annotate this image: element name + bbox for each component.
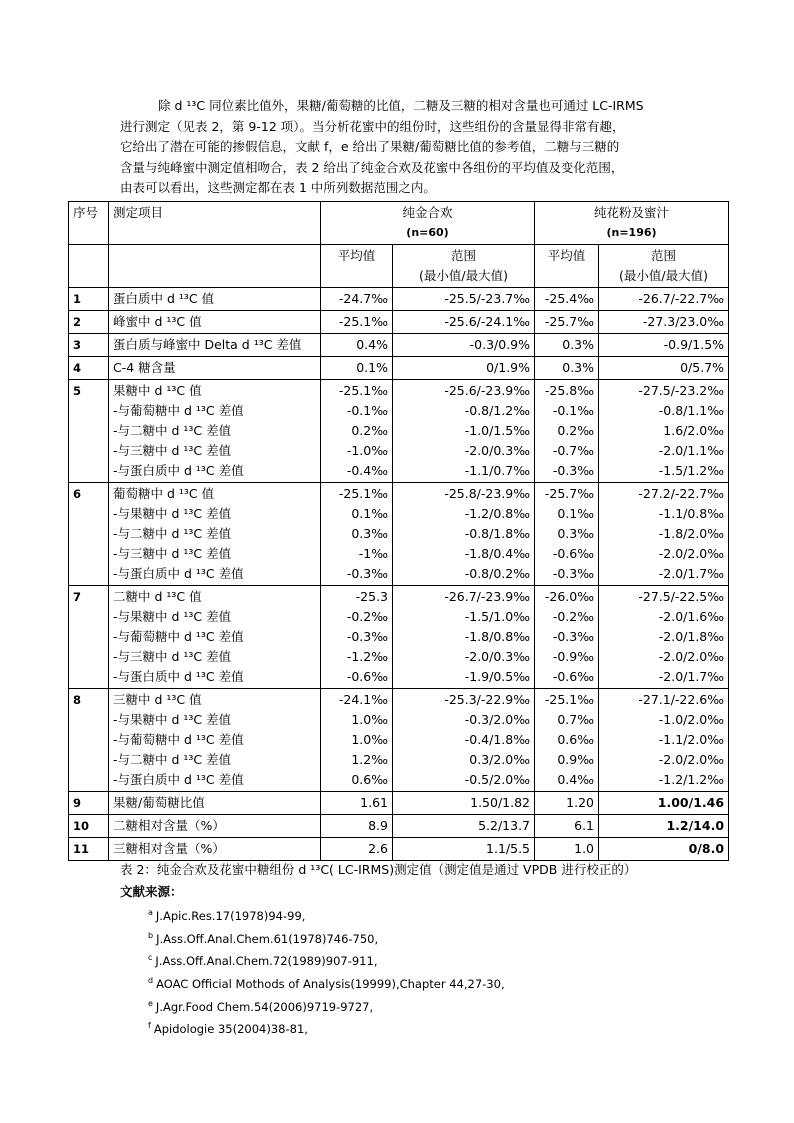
range1-cell-value: -0.8/1.2‰ — [464, 403, 531, 418]
range2-cell — [599, 483, 729, 586]
range2-cell-value: -1.0/2.0‰ — [658, 712, 725, 727]
item-cell-value: -与三糖中 d ¹³C 差值 — [113, 546, 232, 561]
item-cell-value: -与果糖中 d ¹³C 差值 — [113, 712, 232, 727]
mean1-cell-value: -25.1‰ — [338, 383, 388, 398]
range2-cell-value: -2.0/1.7‰ — [658, 669, 725, 684]
mean1-cell — [321, 838, 393, 861]
range2-cell — [599, 792, 729, 815]
range2-cell — [599, 838, 729, 861]
range2-cell-value: 0/8.0 — [688, 841, 725, 856]
table-row — [69, 689, 729, 792]
mean1-cell-value: -0.1‰ — [346, 403, 388, 418]
mean1-cell-value: 0.1% — [356, 360, 388, 375]
header-mean-1: 平均值 — [321, 245, 393, 288]
mean2-cell-value: -0.6‰ — [552, 546, 595, 561]
row-number: 6 — [69, 483, 109, 586]
mean1-cell-value: 0.6‰ — [351, 772, 388, 787]
range1-cell-value: -1.2/0.8‰ — [464, 506, 531, 521]
reference-text: J.Apic.Res.17(1978)94-99, — [155, 908, 306, 923]
mean1-cell-value: -25.1‰ — [338, 486, 388, 501]
mean1-cell-value: 0.4% — [356, 337, 388, 352]
range1-cell — [393, 483, 535, 586]
range2-cell-value: -2.0/1.7‰ — [658, 566, 725, 581]
header-group1 — [321, 202, 535, 245]
item-cell-value: -与三糖中 d ¹³C 差值 — [113, 649, 232, 664]
intro-line: 由表可以看出，这些测定都在表 1 中所列数据范围之内。 — [120, 180, 436, 195]
mean2-cell-value: -25.4‰ — [544, 291, 595, 306]
range1-cell-value: -0.4/1.8‰ — [464, 732, 531, 747]
range1-cell-value: -1.8/0.8‰ — [464, 629, 531, 644]
mean1-cell — [321, 792, 393, 815]
range1-cell — [393, 815, 535, 838]
range1-cell — [393, 838, 535, 861]
mean1-cell-value: -1.2‰ — [346, 649, 388, 664]
item-cell-value: -与葡萄糖中 d ¹³C 差值 — [113, 629, 244, 644]
item-cell-value: -与葡萄糖中 d ¹³C 差值 — [113, 732, 244, 747]
item-cell-value: -与果糖中 d ¹³C 差值 — [113, 506, 232, 521]
item-cell-value: 三糖中 d ¹³C 值 — [113, 692, 202, 707]
range2-cell-value: -27.1/-22.6‰ — [638, 692, 725, 707]
mean1-cell-value: 1.0‰ — [351, 712, 388, 727]
mean2-cell-value: -25.1‰ — [544, 692, 595, 707]
range2-cell — [599, 689, 729, 792]
table-row — [69, 380, 729, 483]
mean2-cell-value: 1.0 — [574, 841, 595, 856]
range1-cell-value: -25.5/-23.7‰ — [444, 291, 531, 306]
range-sublabel: (最小值/最大值) — [619, 268, 708, 283]
range1-cell-value: -25.6/-23.9‰ — [444, 383, 531, 398]
range2-cell — [599, 311, 729, 334]
mean2-cell-value: 0.3% — [562, 360, 595, 375]
range1-cell-value: -25.8/-23.9‰ — [444, 486, 531, 501]
range2-cell-value: -0.8/1.1‰ — [658, 403, 725, 418]
row-number: 9 — [69, 792, 109, 815]
item-cell-value: 蛋白质中 d ¹³C 值 — [113, 291, 215, 306]
mean2-cell-value: 0.9‰ — [557, 752, 595, 767]
header-group2 — [535, 202, 729, 245]
intro-paragraph — [120, 96, 676, 199]
reference-text: Apidologie 35(2004)38-81, — [153, 1022, 308, 1037]
mean1-cell-value: -25.3 — [355, 589, 388, 604]
range2-cell-value: -1.1/2.0‰ — [658, 732, 725, 747]
item-cell — [109, 288, 321, 311]
mean2-cell-value: -25.8‰ — [544, 383, 595, 398]
range1-cell-value: 0/1.9% — [486, 360, 531, 375]
range-sublabel: (最小值/最大值) — [419, 268, 508, 283]
item-cell-value: -与二糖中 d ¹³C 差值 — [113, 423, 232, 438]
mean2-cell-value: -0.2‰ — [552, 609, 595, 624]
table-row — [69, 792, 729, 815]
range1-cell-value: -0.5/2.0‰ — [464, 772, 531, 787]
mean1-cell-value: -0.3‰ — [346, 566, 388, 581]
item-cell-value: -与葡萄糖中 d ¹³C 差值 — [113, 403, 244, 418]
row-number: 5 — [69, 380, 109, 483]
mean2-cell — [535, 792, 599, 815]
item-cell-value: 峰蜜中 d ¹³C 值 — [113, 314, 202, 329]
range1-cell-value: -2.0/0.3‰ — [464, 443, 531, 458]
mean2-cell-value: -0.6‰ — [552, 669, 595, 684]
table-row — [69, 838, 729, 861]
group1-name: 纯金合欢 — [402, 205, 453, 220]
intro-line: 除 d ¹³C 同位素比值外，果糖/葡萄糖的比值，二糖及三糖的相对含量也可通过 LC-IRMS — [158, 98, 644, 113]
reference-mark: a — [148, 908, 153, 917]
mean1-cell-value: 0.3‰ — [351, 526, 388, 541]
row-number: 4 — [69, 357, 109, 380]
item-cell — [109, 483, 321, 586]
mean2-cell-value: 6.1 — [574, 818, 595, 833]
range2-cell — [599, 380, 729, 483]
mean1-cell — [321, 380, 393, 483]
mean1-cell-value: 2.6 — [368, 841, 388, 856]
reference-text: AOAC Official Mothods of Analysis(19999),Chapter 44,27-30, — [156, 976, 505, 991]
item-cell — [109, 792, 321, 815]
item-cell-value: 蛋白质与峰蜜中 Delta d ¹³C 差值 — [113, 337, 302, 352]
mean1-cell — [321, 815, 393, 838]
range1-cell-value: -1.1/0.7‰ — [464, 463, 531, 478]
reference-mark: f — [148, 1021, 151, 1031]
mean1-cell-value: -24.1‰ — [338, 692, 388, 707]
range1-cell — [393, 311, 535, 334]
range2-cell — [599, 288, 729, 311]
group1-n: (n=60) — [406, 226, 449, 239]
item-cell-value: -与果糖中 d ¹³C 差值 — [113, 609, 232, 624]
mean2-cell — [535, 380, 599, 483]
item-cell-value: 二糖中 d ¹³C 值 — [113, 589, 202, 604]
mean2-cell-value: 0.6‰ — [557, 732, 595, 747]
row-number: 2 — [69, 311, 109, 334]
item-cell — [109, 838, 321, 861]
item-cell — [109, 380, 321, 483]
row-number: 1 — [69, 288, 109, 311]
item-cell-value: -与三糖中 d ¹³C 差值 — [113, 443, 232, 458]
header-range-1 — [393, 245, 535, 288]
item-cell-value: -与二糖中 d ¹³C 差值 — [113, 752, 232, 767]
mean1-cell-value: -1‰ — [358, 546, 388, 561]
mean2-cell — [535, 334, 599, 357]
mean2-cell-value: -0.3‰ — [552, 463, 595, 478]
mean1-cell-value: -0.6‰ — [346, 669, 388, 684]
item-cell — [109, 357, 321, 380]
range2-cell-value: -1.5/1.2‰ — [658, 463, 725, 478]
item-cell — [109, 586, 321, 689]
range1-cell-value: -1.0/1.5‰ — [464, 423, 531, 438]
range2-cell-value: 1.00/1.46 — [657, 795, 725, 810]
mean1-cell-value: 1.61 — [360, 795, 388, 810]
mean1-cell-value: -1.0‰ — [346, 443, 388, 458]
mean2-cell — [535, 689, 599, 792]
item-cell — [109, 334, 321, 357]
range2-cell — [599, 357, 729, 380]
mean1-cell — [321, 586, 393, 689]
header-mean-2: 平均值 — [535, 245, 599, 288]
range1-cell — [393, 586, 535, 689]
reference-mark: d — [148, 976, 154, 986]
header-range-2 — [599, 245, 729, 288]
mean1-cell — [321, 689, 393, 792]
range1-cell — [393, 380, 535, 483]
header-seq: 序号 — [69, 202, 109, 245]
intro-line: 进行测定（见表 2，第 9-12 项）。当分析花蜜中的组份时，这些组份的含量显得非常有趣， — [120, 118, 625, 134]
reference-mark: e — [148, 998, 153, 1008]
table-caption: 表 2：纯金合欢及花蜜中糖组份 d ¹³C( LC-IRMS)测定值（测定值是通过 VPDB 进行校正的） — [120, 862, 637, 877]
reference-item — [148, 904, 505, 927]
range2-cell-value: -27.5/-23.2‰ — [638, 383, 725, 398]
range1-cell — [393, 357, 535, 380]
mean1-cell — [321, 288, 393, 311]
item-cell-value: -与蛋白质中 d ¹³C 差值 — [113, 772, 244, 787]
mean1-cell-value: -0.2‰ — [346, 609, 388, 624]
item-cell-value: 果糖/葡萄糖比值 — [113, 795, 205, 810]
intro-line: 含量与纯峰蜜中测定值相吻合，表 2 给出了纯金合欢及花蜜中各组份的平均值及变化范围， — [120, 159, 624, 175]
reference-item — [148, 995, 505, 1018]
row-number: 8 — [69, 689, 109, 792]
range2-cell-value: 1.6/2.0‰ — [663, 423, 725, 438]
range2-cell — [599, 586, 729, 689]
range2-cell-value: 0/5.7% — [680, 360, 725, 375]
range-label: 范围 — [651, 248, 677, 263]
range2-cell-value: -27.3/23.0‰ — [642, 314, 725, 329]
group2-n: (n=196) — [606, 226, 657, 239]
header-empty — [109, 245, 321, 288]
row-number: 11 — [69, 838, 109, 861]
item-cell-value: -与二糖中 d ¹³C 差值 — [113, 526, 232, 541]
mean2-cell — [535, 483, 599, 586]
range2-cell-value: 1.2/14.0 — [666, 818, 725, 833]
mean1-cell — [321, 311, 393, 334]
mean2-cell-value: 0.3% — [562, 337, 595, 352]
range1-cell-value: 0.3/2.0‰ — [469, 752, 531, 767]
mean2-cell — [535, 357, 599, 380]
range2-cell-value: -1.8/2.0‰ — [658, 526, 725, 541]
range2-cell-value: -1.2/1.2‰ — [658, 772, 725, 787]
range1-cell-value: -25.3/-22.9‰ — [444, 692, 531, 707]
mean1-cell-value: 0.2‰ — [351, 423, 388, 438]
item-cell-value: -与蛋白质中 d ¹³C 差值 — [113, 669, 244, 684]
range2-cell-value: -0.9/1.5% — [663, 337, 725, 352]
references-title: 文献来源： — [120, 884, 183, 899]
range2-cell-value: -2.0/1.8‰ — [658, 629, 725, 644]
item-cell — [109, 311, 321, 334]
range2-cell-value: -2.0/1.1‰ — [658, 443, 725, 458]
range2-cell-value: -2.0/2.0‰ — [658, 752, 725, 767]
mean2-cell — [535, 838, 599, 861]
range1-cell-value: -26.7/-23.9‰ — [444, 589, 531, 604]
mean1-cell-value: -0.3‰ — [346, 629, 388, 644]
table-row — [69, 586, 729, 689]
reference-text: J.Ass.Off.Anal.Chem.61(1978)746-750, — [156, 931, 379, 946]
reference-item — [148, 927, 505, 950]
reference-mark: b — [148, 930, 154, 940]
mean2-cell-value: -0.9‰ — [552, 649, 595, 664]
row-number: 10 — [69, 815, 109, 838]
item-cell-value: -与蛋白质中 d ¹³C 差值 — [113, 463, 244, 478]
table-row — [69, 311, 729, 334]
range1-cell-value: -2.0/0.3‰ — [464, 649, 531, 664]
mean2-cell-value: -26.0‰ — [544, 589, 595, 604]
mean2-cell — [535, 815, 599, 838]
row-number: 7 — [69, 586, 109, 689]
range1-cell — [393, 689, 535, 792]
range1-cell-value: -25.6/-24.1‰ — [444, 314, 531, 329]
range1-cell-value: 1.50/1.82 — [470, 795, 531, 810]
range1-cell-value: 1.1/5.5 — [486, 841, 531, 856]
reference-item — [148, 949, 505, 972]
mean2-cell-value: 0.1‰ — [557, 506, 595, 521]
reference-item — [148, 1017, 505, 1040]
item-cell-value: -与蛋白质中 d ¹³C 差值 — [113, 566, 244, 581]
references-list — [148, 904, 505, 1040]
reference-item — [148, 972, 505, 995]
mean2-cell — [535, 311, 599, 334]
mean1-cell-value: 1.2‰ — [351, 752, 388, 767]
group2-name: 纯花粉及蜜汁 — [594, 205, 670, 220]
mean2-cell-value: -0.3‰ — [552, 629, 595, 644]
mean1-cell — [321, 357, 393, 380]
mean2-cell-value: -0.7‰ — [552, 443, 595, 458]
table-row — [69, 815, 729, 838]
range2-cell-value: -27.2/-22.7‰ — [638, 486, 725, 501]
range1-cell-value: -0.3/2.0‰ — [464, 712, 531, 727]
table-row — [69, 357, 729, 380]
row-number: 3 — [69, 334, 109, 357]
mean2-cell-value: -0.1‰ — [552, 403, 595, 418]
range2-cell — [599, 815, 729, 838]
intro-line: 它给出了潜在可能的掺假信息，文献 f，e 给出了果糖/葡萄糖比值的参考值，二糖与三糖的 — [120, 139, 620, 154]
range2-cell-value: -2.0/2.0‰ — [658, 649, 725, 664]
range2-cell-value: -1.1/0.8‰ — [658, 506, 725, 521]
range1-cell-value: -1.5/1.0‰ — [464, 609, 531, 624]
range1-cell-value: 5.2/13.7 — [478, 818, 531, 833]
item-cell-value: 二糖相对含量（%） — [113, 818, 225, 833]
mean2-cell-value: -0.3‰ — [552, 566, 595, 581]
mean2-cell — [535, 288, 599, 311]
range2-cell — [599, 334, 729, 357]
table-row — [69, 288, 729, 311]
range1-cell-value: -1.8/0.4‰ — [464, 546, 531, 561]
mean2-cell-value: 0.3‰ — [557, 526, 595, 541]
mean2-cell-value: -25.7‰ — [544, 486, 595, 501]
range1-cell-value: -0.8/0.2‰ — [464, 566, 531, 581]
mean1-cell-value: 0.1‰ — [351, 506, 388, 521]
header-empty — [69, 245, 109, 288]
range1-cell-value: -0.8/1.8‰ — [464, 526, 531, 541]
reference-text: J.Agr.Food Chem.54(2006)9719-9727, — [155, 999, 374, 1014]
range1-cell-value: -0.3/0.9% — [469, 337, 531, 352]
mean1-cell — [321, 483, 393, 586]
item-cell-value: C-4 糖含量 — [113, 360, 176, 375]
mean2-cell-value: -25.7‰ — [544, 314, 595, 329]
item-cell-value: 三糖相对含量（%） — [113, 841, 225, 856]
item-cell-value: 果糖中 d ¹³C 值 — [113, 383, 202, 398]
mean2-cell-value: 0.2‰ — [557, 423, 595, 438]
table-row — [69, 334, 729, 357]
table-row — [69, 483, 729, 586]
range2-cell-value: -27.5/-22.5‰ — [638, 589, 725, 604]
range1-cell-value: -1.9/0.5‰ — [464, 669, 531, 684]
range1-cell — [393, 288, 535, 311]
item-cell — [109, 689, 321, 792]
mean1-cell-value: 8.9 — [368, 818, 388, 833]
mean1-cell-value: -25.1‰ — [338, 314, 388, 329]
mean1-cell-value: -0.4‰ — [346, 463, 388, 478]
reference-mark: c — [148, 953, 153, 963]
header-item: 测定项目 — [109, 202, 321, 245]
range2-cell-value: -26.7/-22.7‰ — [638, 291, 725, 306]
reference-text: J.Ass.Off.Anal.Chem.72(1989)907-911, — [155, 954, 378, 969]
range1-cell — [393, 792, 535, 815]
mean1-cell — [321, 334, 393, 357]
item-cell — [109, 815, 321, 838]
mean1-cell-value: 1.0‰ — [351, 732, 388, 747]
item-cell-value: 葡萄糖中 d ¹³C 值 — [113, 486, 215, 501]
mean2-cell-value: 0.4‰ — [557, 772, 595, 787]
mean1-cell-value: -24.7‰ — [338, 291, 388, 306]
range2-cell-value: -2.0/2.0‰ — [658, 546, 725, 561]
data-table — [68, 201, 729, 861]
range1-cell — [393, 334, 535, 357]
mean2-cell — [535, 586, 599, 689]
range-label: 范围 — [451, 248, 477, 263]
mean2-cell-value: 0.7‰ — [557, 712, 595, 727]
range2-cell-value: -2.0/1.6‰ — [658, 609, 725, 624]
mean2-cell-value: 1.20 — [566, 795, 595, 810]
